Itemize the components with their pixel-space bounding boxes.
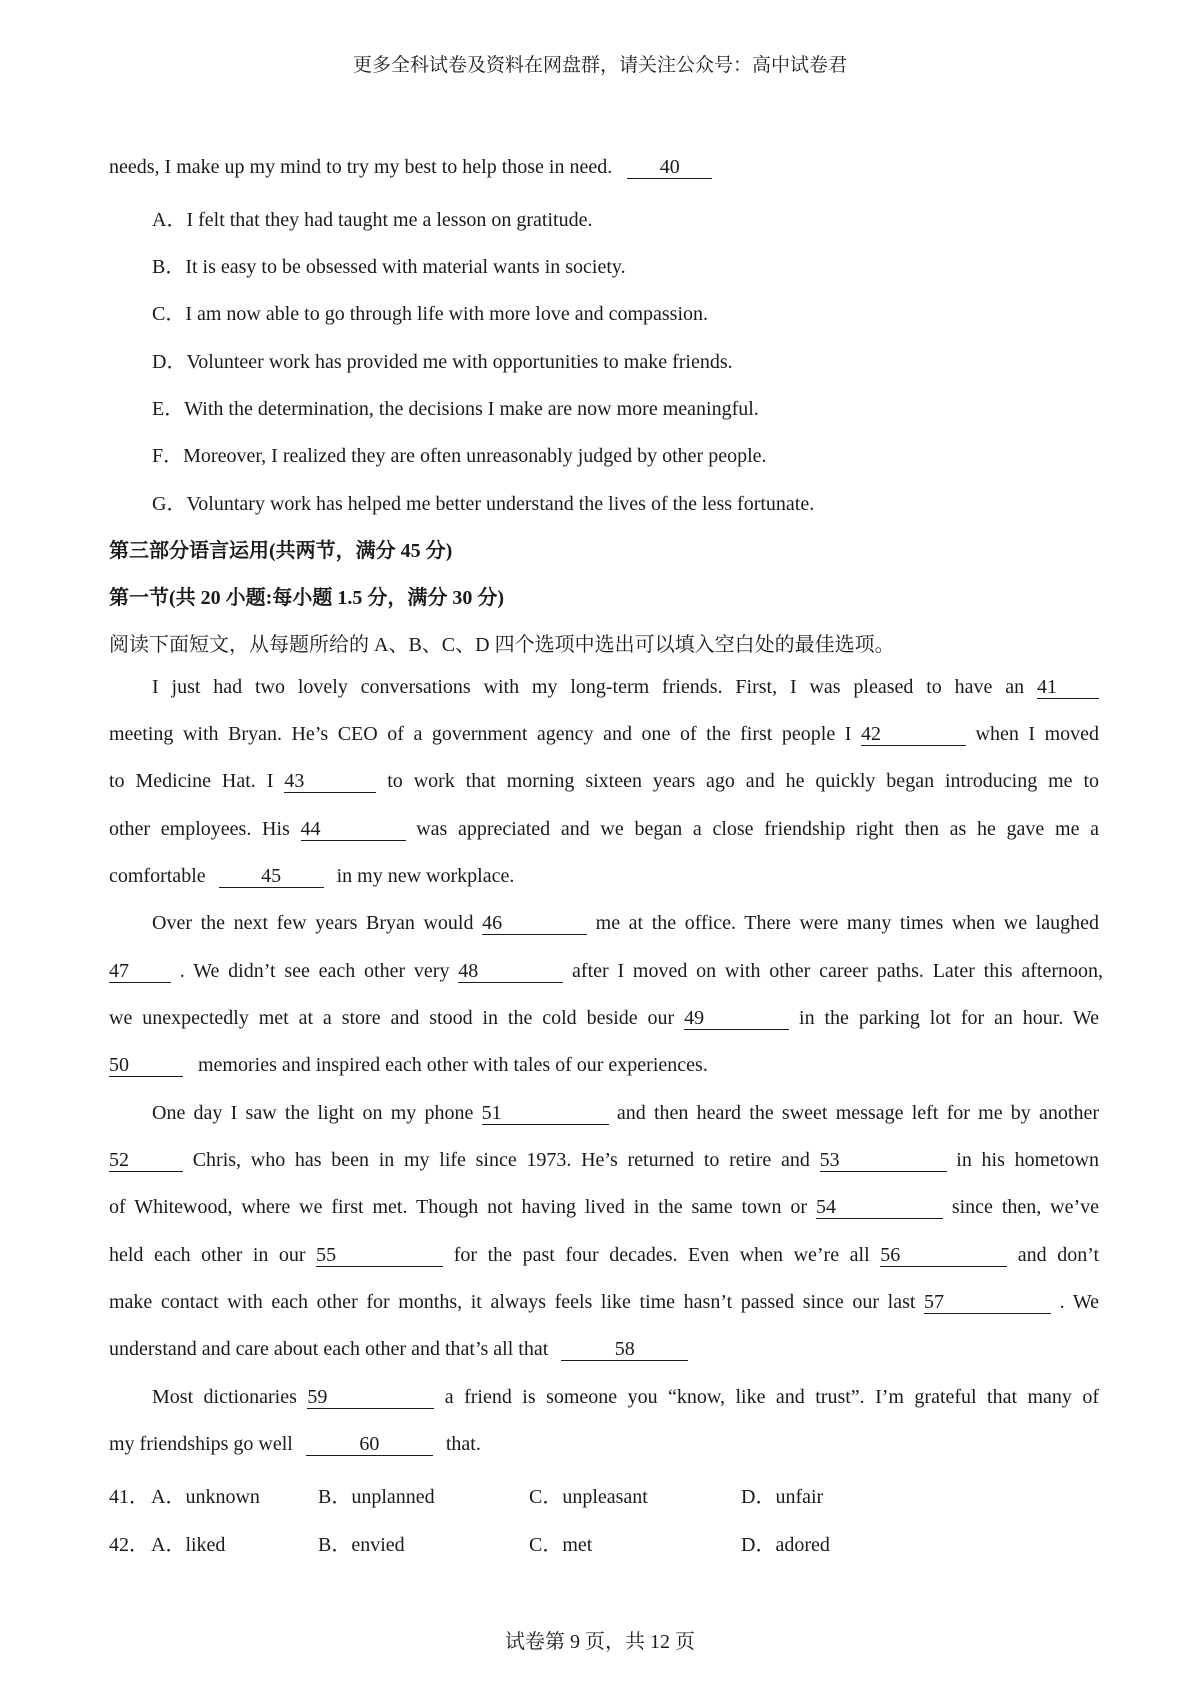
choice-d: D．adored — [741, 1534, 830, 1556]
blank-42: 42 — [861, 723, 966, 746]
line-text: to Medicine Hat. I — [109, 770, 274, 792]
line-text: that. — [445, 1433, 481, 1455]
line-text: Most dictionaries — [152, 1386, 297, 1408]
blank-55: 55 — [316, 1244, 443, 1267]
blank-41: 41 — [1037, 676, 1099, 699]
passage-line — [109, 1338, 1099, 1361]
line-text: I just had two lovely conversations with my long-term friends. First, I was pleased to have an — [152, 676, 1025, 698]
blank-49: 49 — [684, 1007, 789, 1030]
blank-46: 46 — [482, 912, 587, 935]
blank-44: 44 — [301, 818, 406, 841]
blank-51: 51 — [482, 1102, 609, 1125]
blank-52: 52 — [109, 1149, 183, 1172]
line-text: . We — [1059, 1291, 1100, 1313]
line-text: needs, I make up my mind to try my best to help those in need. — [109, 156, 613, 178]
blank-60: 60 — [306, 1433, 433, 1456]
line-text: in my new workplace. — [336, 865, 515, 887]
line-text: Over the next few years Bryan would — [152, 912, 474, 934]
passage-line — [109, 1433, 1099, 1456]
choice-c: C．met — [529, 1534, 593, 1556]
blank-40: 40 — [627, 156, 712, 179]
blank-54: 54 — [816, 1196, 943, 1219]
line-text: understand and care about each other and that’s all that — [109, 1338, 549, 1360]
option-g: G．Voluntary work has helped me better understand the lives of the less fortunate. — [152, 493, 815, 515]
section3-title: 第三部分语言运用(共两节，满分 45 分) — [109, 540, 453, 562]
line-text: in the parking lot for an hour. We — [799, 1007, 1100, 1029]
line-text: Chris, who has been in my life since 1973. He’s returned to retire and — [192, 1149, 810, 1171]
line-text: other employees. His — [109, 818, 290, 840]
option-b: B．It is easy to be obsessed with material wants in society. — [152, 256, 626, 278]
line-text: and then heard the sweet message left for me by another — [616, 1102, 1100, 1124]
choice-d: D．unfair — [741, 1486, 824, 1508]
line-text: . We didn’t see each other very — [179, 960, 450, 982]
option-a: A．I felt that they had taught me a lesson on gratitude. — [152, 209, 593, 231]
line-text: we unexpectedly met at a store and stood in the cold beside our — [109, 1007, 675, 1029]
passage-line — [109, 1244, 1099, 1267]
line-text: since then, we’ve — [951, 1196, 1099, 1218]
line-text: my friendships go well — [109, 1433, 293, 1455]
passage-line — [152, 676, 1099, 699]
blank-47: 47 — [109, 960, 171, 983]
line-text: held each other in our — [109, 1244, 306, 1266]
blank-56: 56 — [880, 1244, 1007, 1267]
line-text: in his hometown — [956, 1149, 1100, 1171]
line-text: comfortable — [109, 865, 206, 887]
passage-line — [109, 770, 1099, 793]
instruction: 阅读下面短文，从每题所给的 A、B、C、D 四个选项中选出可以填入空白处的最佳选项。 — [109, 634, 895, 656]
page-header: 更多全科试卷及资料在网盘群，请关注公众号：高中试卷君 — [352, 55, 847, 76]
passage-line — [152, 1386, 1099, 1409]
blank-43: 43 — [284, 770, 376, 793]
blank-58: 58 — [561, 1338, 688, 1361]
line-text: to work that morning sixteen years ago and he quickly began introducing me to — [387, 770, 1100, 792]
passage-line — [152, 912, 1099, 935]
passage-line — [109, 818, 1099, 841]
option-e: E．With the determination, the decisions I make are now more meaningful. — [152, 398, 759, 420]
passage-line — [109, 723, 1099, 746]
passage-line — [109, 1007, 1099, 1030]
line-text: for the past four decades. Even when we’re all — [453, 1244, 870, 1266]
blank-57: 57 — [924, 1291, 1051, 1314]
passage-line — [109, 1196, 1099, 1219]
blank-48: 48 — [458, 960, 563, 983]
choice-b: B．envied — [318, 1534, 405, 1556]
option-f: F．Moreover, I realized they are often unreasonably judged by other people. — [152, 445, 767, 467]
line-text: and don’t — [1017, 1244, 1100, 1266]
passage-line — [109, 1054, 1099, 1077]
blank-45: 45 — [219, 865, 324, 888]
passage-line — [109, 1149, 1099, 1172]
passage-line — [152, 1102, 1099, 1125]
continuation-line — [109, 156, 1099, 179]
option-c: C．I am now able to go through life with more love and compassion. — [152, 303, 709, 325]
line-text: memories and inspired each other with tales of our experiences. — [198, 1054, 708, 1076]
blank-53: 53 — [820, 1149, 947, 1172]
blank-50: 50 — [109, 1054, 183, 1077]
line-text: after I moved on with other career paths. Later this afternoon, — [572, 960, 1103, 982]
line-text: when I moved — [975, 723, 1100, 745]
question-number: 42． — [109, 1534, 149, 1556]
option-d: D．Volunteer work has provided me with opportunities to make friends. — [152, 351, 733, 373]
section1-title: 第一节(共 20 小题:每小题 1.5 分，满分 30 分) — [109, 587, 504, 609]
passage-line — [109, 1291, 1099, 1314]
line-text: was appreciated and we began a close friendship right then as he gave me a — [416, 818, 1100, 840]
line-text: of Whitewood, where we first met. Though not having lived in the same town or — [109, 1196, 808, 1218]
choice-a: A．liked — [151, 1534, 226, 1556]
line-text: make contact with each other for months, it always feels like time hasn’t passed since our last — [109, 1291, 916, 1313]
choice-c: C．unpleasant — [529, 1486, 648, 1508]
line-text: me at the office. There were many times when we laughed — [595, 912, 1099, 934]
blank-59: 59 — [307, 1386, 434, 1409]
passage-line — [109, 960, 1103, 983]
passage-line — [109, 865, 1099, 888]
choice-a: A．unknown — [151, 1486, 260, 1508]
question-number: 41． — [109, 1486, 149, 1508]
line-text: a friend is someone you “know, like and trust”. I’m grateful that many of — [444, 1386, 1100, 1408]
page-footer: 试卷第 9 页，共 12 页 — [505, 1631, 695, 1653]
choice-b: B．unplanned — [318, 1486, 435, 1508]
line-text: One day I saw the light on my phone — [152, 1102, 474, 1124]
line-text: meeting with Bryan. He’s CEO of a government agency and one of the first people I — [109, 723, 852, 745]
